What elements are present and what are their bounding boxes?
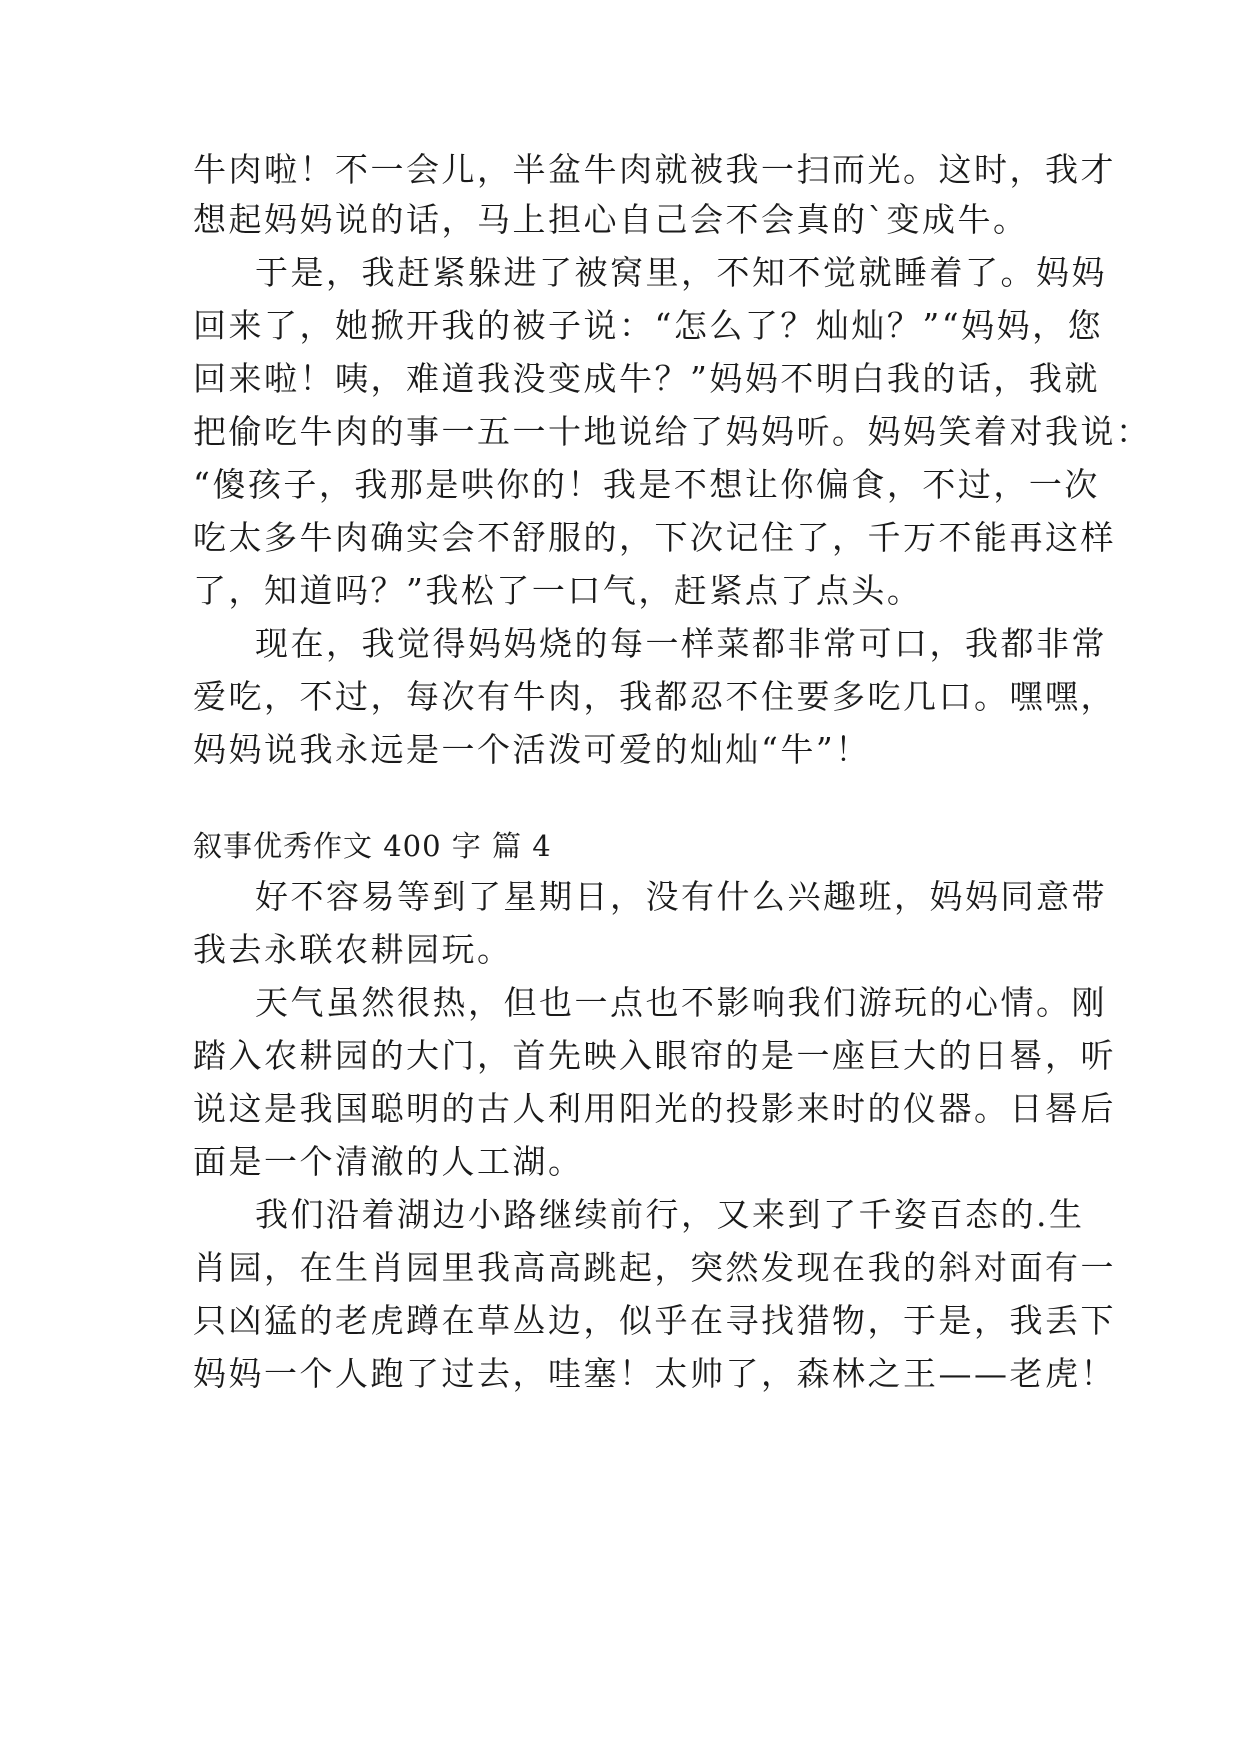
paragraph-line: 妈妈一个人跑了过去，哇塞！太帅了，森林之王——老虎！ bbox=[193, 1354, 1116, 1393]
section-heading: 叙事优秀作文 400 字 篇 4 bbox=[193, 829, 552, 863]
paragraph-line: 现在，我觉得妈妈烧的每一样菜都非常可口，我都非常 bbox=[255, 624, 1107, 663]
paragraph-line: 天气虽然很热，但也一点也不影响我们游玩的心情。刚 bbox=[255, 983, 1107, 1022]
paragraph-line: 想起妈妈说的话，马上担心自己会不会真的`变成牛。 bbox=[193, 200, 1029, 239]
paragraph-line: 了，知道吗？”我松了一口气，赶紧点了点头。 bbox=[193, 571, 923, 610]
paragraph-line: 于是，我赶紧躲进了被窝里，不知不觉就睡着了。妈妈 bbox=[255, 253, 1107, 292]
paragraph-line: 踏入农耕园的大门，首先映入眼帘的是一座巨大的日晷，听 bbox=[193, 1036, 1116, 1075]
paragraph-line: 牛肉啦！不一会儿，半盆牛肉就被我一扫而光。这时，我才 bbox=[193, 150, 1116, 189]
paragraph-line: 好不容易等到了星期日，没有什么兴趣班，妈妈同意带 bbox=[255, 877, 1107, 916]
paragraph-line: “傻孩子，我那是哄你的！我是不想让你偏食，不过，一次 bbox=[193, 465, 1100, 504]
paragraph-line: 说这是我国聪明的古人利用阳光的投影来时的仪器。日晷后 bbox=[193, 1089, 1116, 1128]
paragraph-line: 回来了，她掀开我的被子说：“怎么了？灿灿？”“妈妈，您 bbox=[193, 306, 1104, 345]
paragraph-line: 爱吃，不过，每次有牛肉，我都忍不住要多吃几口。嘿嘿， bbox=[193, 677, 1116, 716]
paragraph-line: 只凶猛的老虎蹲在草丛边，似乎在寻找猎物，于是，我丢下 bbox=[193, 1301, 1116, 1340]
paragraph-line: 我们沿着湖边小路继续前行，又来到了千姿百态的.生 bbox=[255, 1195, 1085, 1234]
paragraph-line: 我去永联农耕园玩。 bbox=[193, 930, 513, 969]
paragraph-line: 回来啦！咦，难道我没变成牛？”妈妈不明白我的话，我就 bbox=[193, 359, 1100, 398]
paragraph-line: 面是一个清澈的人工湖。 bbox=[193, 1142, 584, 1181]
paragraph-line: 吃太多牛肉确实会不舒服的，下次记住了，千万不能再这样 bbox=[193, 518, 1116, 557]
paragraph-line: 把偷吃牛肉的事一五一十地说给了妈妈听。妈妈笑着对我说： bbox=[193, 412, 1152, 451]
paragraph-line: 妈妈说我永远是一个活泼可爱的灿灿“牛”！ bbox=[193, 730, 871, 769]
paragraph-line: 肖园，在生肖园里我高高跳起，突然发现在我的斜对面有一 bbox=[193, 1248, 1116, 1287]
